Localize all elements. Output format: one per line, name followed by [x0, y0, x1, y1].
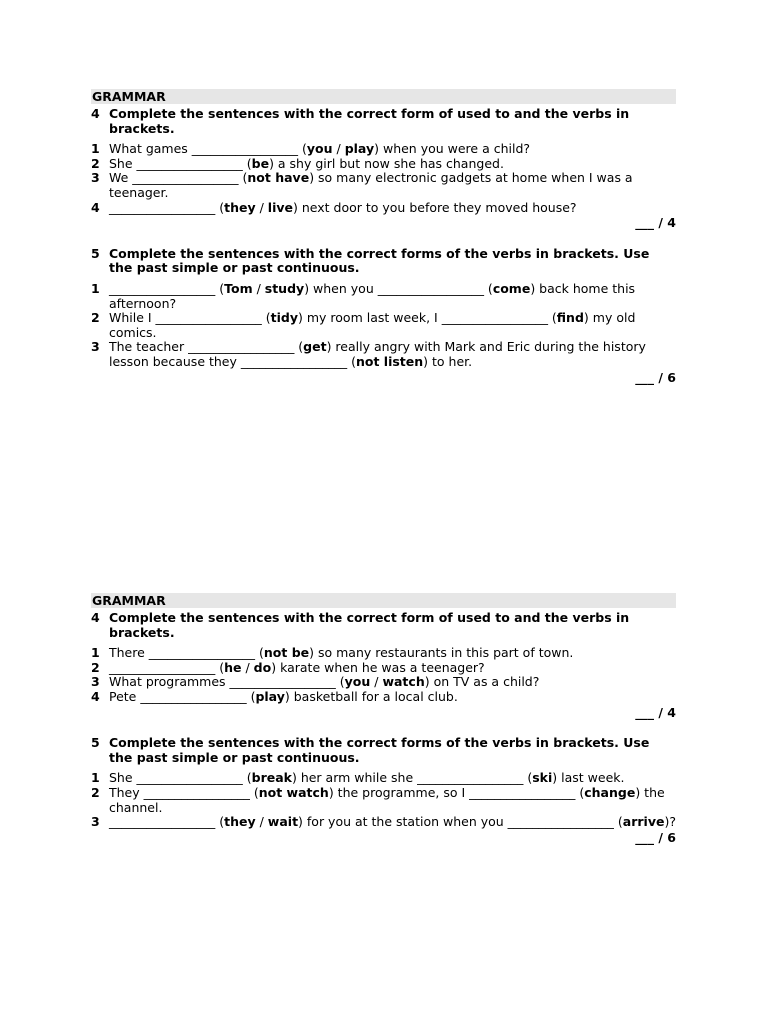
sentence-fragment: She _________________ ( [109, 155, 252, 171]
exercise-item [91, 171, 676, 200]
verb-prompt: tidy [270, 310, 299, 326]
sentence-fragment: ) when you were a child? [374, 141, 531, 157]
item-number: 3 [91, 674, 100, 690]
sentence-fragment: ) to her. [423, 353, 473, 369]
exercise-item [91, 142, 676, 157]
item-number: 3 [91, 339, 100, 355]
item-list [91, 646, 676, 704]
sentence-fragment: ) my room last week, I _________________ ( [298, 310, 557, 326]
item-number: 1 [91, 645, 100, 661]
exercise-instruction [91, 611, 676, 640]
sentence-fragment: ) karate when he was a teenager? [271, 659, 485, 675]
item-sentence [109, 690, 676, 705]
sentence-fragment: ) next door to you before they moved house? [293, 199, 577, 215]
item-sentence [109, 661, 676, 676]
exercise-instruction [91, 247, 676, 276]
sentence-fragment: ) on TV as a child? [424, 674, 540, 690]
item-number: 4 [91, 199, 100, 215]
verb-prompt: you [306, 141, 333, 157]
verb-prompt: arrive [622, 814, 665, 830]
verb-prompt: find [556, 310, 584, 326]
exercise-item [91, 815, 676, 830]
item-sentence [109, 171, 676, 200]
exercise-item [91, 311, 676, 340]
sentence-fragment: Pete _________________ ( [109, 688, 256, 704]
sentence-fragment: ) the programme, so I _________________ ( [328, 784, 585, 800]
item-sentence [109, 340, 676, 369]
verb-prompt: get [303, 339, 327, 355]
item-sentence [109, 311, 676, 340]
item-list [91, 771, 676, 829]
item-number: 3 [91, 170, 100, 186]
sentence-fragment: They _________________ ( [109, 784, 259, 800]
item-number: 2 [91, 659, 100, 675]
sentence-fragment: ) my old comics. [109, 310, 636, 340]
verb-prompt: be [251, 155, 270, 171]
exercise-4 [91, 611, 676, 720]
verb-prompt: play [344, 141, 375, 157]
exercise-number: 5 [91, 245, 100, 261]
sentence-fragment: _________________ ( [109, 280, 225, 296]
section-header: GRAMMAR [91, 593, 676, 608]
exercise-item [91, 690, 676, 705]
section-header: GRAMMAR [91, 89, 676, 104]
sentence-fragment: / [255, 814, 268, 830]
item-sentence [109, 646, 676, 661]
item-sentence [109, 142, 676, 157]
exercise-item [91, 282, 676, 311]
sentence-fragment: )? [664, 814, 676, 830]
sentence-fragment: She _________________ ( [109, 770, 252, 786]
exercise-item [91, 646, 676, 661]
sentence-fragment: _________________ ( [109, 199, 225, 215]
exercise-number: 5 [91, 735, 100, 751]
sentence-fragment: What games _________________ ( [109, 141, 307, 157]
sentence-fragment: / [252, 280, 265, 296]
sentence-fragment: ) so many electronic gadgets at home when I was a teenager. [109, 170, 633, 200]
sentence-fragment: ) really angry with Mark and Eric during the history lesson because they _________________ ( [109, 339, 646, 369]
grammar-section-2 [91, 593, 676, 845]
item-list [91, 142, 676, 215]
item-sentence [109, 815, 676, 830]
sentence-fragment: ) when you _________________ ( [304, 280, 493, 296]
instruction-text: Complete the sentences with the correct forms of the verbs in brackets. Use the past simple or past continuous. [109, 245, 650, 276]
verb-prompt: you [344, 674, 371, 690]
sentence-fragment: What programmes _________________ ( [109, 674, 345, 690]
item-sentence [109, 201, 676, 216]
score-line: ___ / 4 [635, 704, 676, 720]
item-number: 2 [91, 155, 100, 171]
exercise-instruction [91, 107, 676, 136]
sentence-fragment: ) basketball for a local club. [284, 688, 458, 704]
score-line: ___ / 6 [635, 369, 676, 385]
sentence-fragment: / [370, 674, 383, 690]
grammar-section-1 [91, 89, 676, 385]
sentence-fragment: The teacher _________________ ( [109, 339, 304, 355]
verb-prompt: not listen [355, 353, 424, 369]
verb-prompt: do [253, 659, 272, 675]
score-line: ___ / 6 [635, 829, 676, 845]
exercise-item [91, 157, 676, 172]
exercise-instruction [91, 736, 676, 765]
sentence-fragment: / [241, 659, 254, 675]
item-number: 1 [91, 280, 100, 296]
instruction-text: Complete the sentences with the correct form of used to and the verbs in brackets. [109, 106, 630, 136]
sentence-fragment: While I _________________ ( [109, 310, 271, 326]
sentence-fragment: ) for you at the station when you _________________ ( [298, 814, 623, 830]
item-sentence [109, 675, 676, 690]
sentence-fragment: ) a shy girl but now she has changed. [269, 155, 504, 171]
exercise-number: 4 [91, 106, 100, 121]
verb-prompt: not watch [258, 784, 329, 800]
sentence-fragment: There _________________ ( [109, 645, 264, 661]
exercise-5 [91, 247, 676, 385]
item-sentence [109, 786, 676, 815]
verb-prompt: he [224, 659, 242, 675]
sentence-fragment: / [332, 141, 345, 157]
exercise-item [91, 201, 676, 216]
score-line: ___ / 4 [635, 215, 676, 231]
verb-prompt: study [264, 280, 305, 296]
sentence-fragment: ) last week. [552, 770, 625, 786]
item-sentence [109, 282, 676, 311]
item-list [91, 282, 676, 370]
sentence-fragment: ) back home this afternoon? [109, 280, 636, 311]
exercise-4 [91, 107, 676, 231]
exercise-item [91, 340, 676, 369]
verb-prompt: Tom [224, 280, 253, 296]
sentence-fragment: _________________ ( [109, 814, 225, 830]
item-number: 2 [91, 784, 100, 800]
exercise-item [91, 786, 676, 815]
sentence-fragment: We _________________ ( [109, 170, 248, 186]
verb-prompt: wait [267, 814, 299, 830]
verb-prompt: break [251, 770, 292, 786]
verb-prompt: play [255, 688, 285, 704]
verb-prompt: not have [247, 170, 310, 186]
verb-prompt: they [224, 814, 256, 830]
sentence-fragment: ) the channel. [109, 784, 665, 815]
verb-prompt: change [584, 784, 636, 800]
exercise-number: 4 [91, 610, 100, 625]
instruction-text: Complete the sentences with the correct form of used to and the verbs in brackets. [109, 610, 630, 640]
exercise-item [91, 661, 676, 676]
sentence-fragment: _________________ ( [109, 659, 225, 675]
verb-prompt: ski [532, 770, 553, 786]
sentence-fragment: ) so many restaurants in this part of town. [309, 645, 574, 661]
instruction-text: Complete the sentences with the correct forms of the verbs in brackets. Use the past simple or past continuous. [109, 735, 650, 765]
item-number: 4 [91, 688, 100, 704]
exercise-5 [91, 736, 676, 845]
verb-prompt: they [224, 199, 256, 215]
sentence-fragment: / [255, 199, 268, 215]
sentence-fragment: ) her arm while she _________________ ( [291, 770, 533, 786]
item-number: 1 [91, 770, 100, 786]
item-number: 2 [91, 310, 100, 326]
verb-prompt: watch [382, 674, 425, 690]
item-sentence [109, 771, 676, 786]
item-number: 3 [91, 814, 100, 830]
verb-prompt: come [492, 280, 531, 296]
verb-prompt: live [267, 199, 293, 215]
exercise-item [91, 771, 676, 786]
item-sentence [109, 157, 676, 172]
exercise-item [91, 675, 676, 690]
item-number: 1 [91, 141, 100, 157]
verb-prompt: not be [263, 645, 310, 661]
